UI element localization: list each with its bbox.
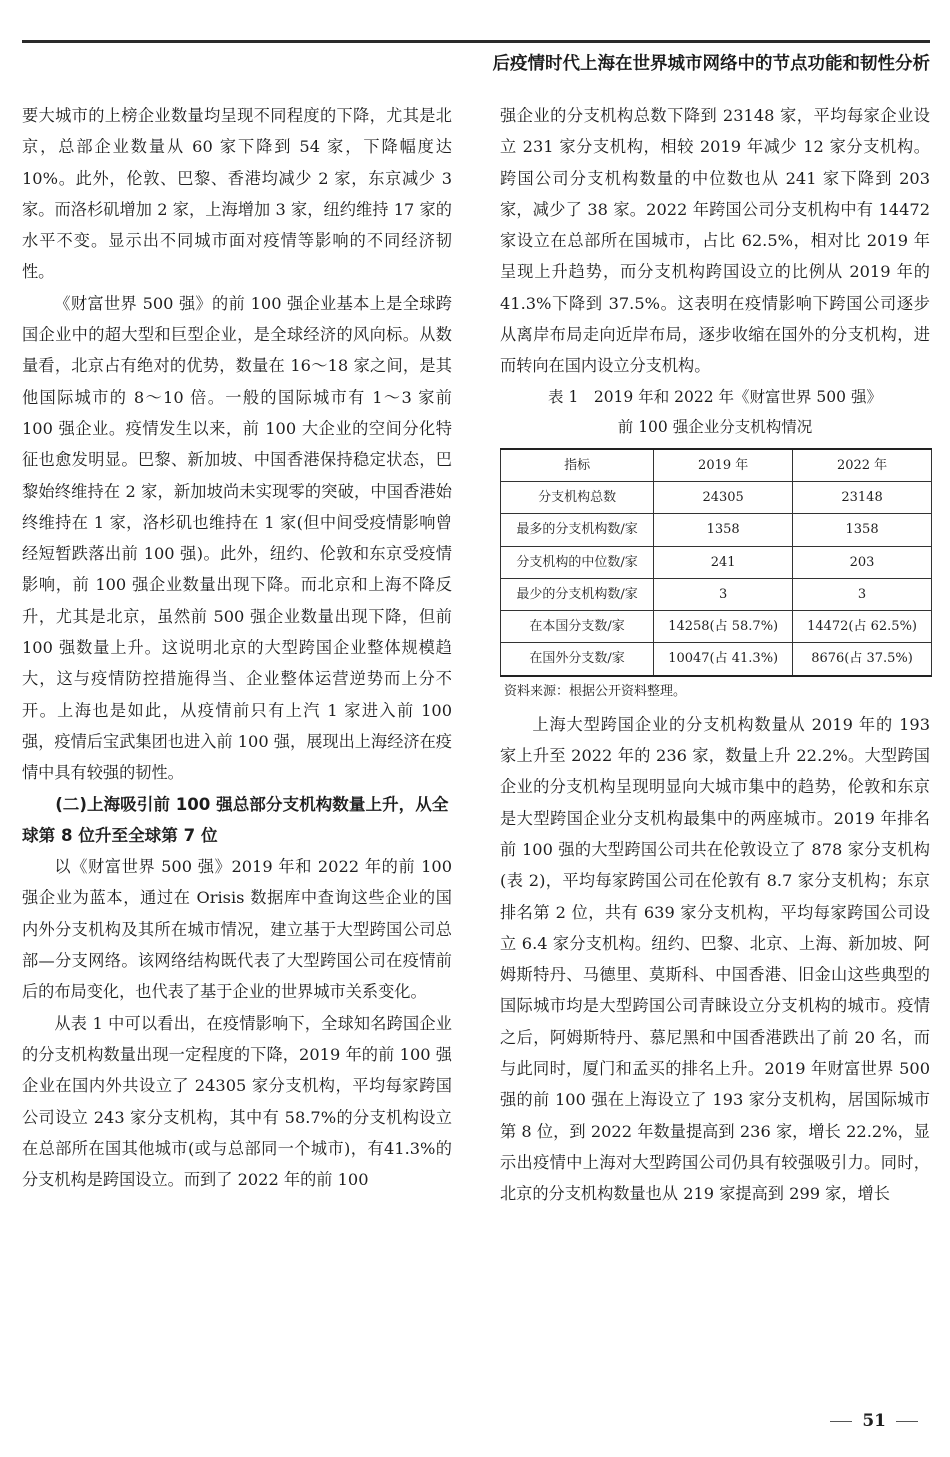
table-cell: 1358 <box>654 514 793 546</box>
table-caption-line: 表 1 2019 年和 2022 年《财富世界 500 强》 <box>548 387 882 406</box>
body-paragraph: 上海大型跨国企业的分支机构数量从 2019 年的 193 家上升至 2022 年的 236 家，数量上升 22.2%。大型跨国企业的分支机构呈现明显向大城市集中的趋势，伦敦和东京是大型跨国企业分支机构最集中的两座城市。2019 年排名前 100 强的大型跨国公司共在伦敦设立了 878 家分支机构(表 2)，平均每家跨国公司在伦敦有 8.7 家分支机构；东京排名第 2 位，共有 639 家分支机构，平均每家跨国公司设立 6.4 家分支机构。纽约、巴黎、北京、上海、新加坡、阿姆斯特丹、马德里、莫斯科、中国香港、旧金山这些典型的国际城市均是大型跨国公司青睐设立分支机构的城市。疫情之后，阿姆斯特丹、慕尼黑和中国香港跌出了前 20 名，而与此同时，厦门和孟买的排名上升。2019 年财富世界 500 强的前 100 强在上海设立了 193 家分支机构，居国际城市第 8 位，到 2022 年数量提高到 236 家，增长 22.2%，显示出疫情中上海对大型跨国公司仍具有较强吸引力。同时，北京的分支机构数量也从 219 家提高到 299 家，增长 <box>500 714 930 1204</box>
footer-dash <box>830 1421 852 1422</box>
body-paragraph: 《财富世界 500 强》的前 100 强企业基本上是全球跨国企业中的超大型和巨型企业，是全球经济的风向标。从数量看，北京占有绝对的优势，数量在 16～18 家之间，是其他国际城市的 8～10 倍。一般的国际城市有 1～3 家前 100 强企业。疫情发生以来，前 100 大企业的空间分化特征也愈发明显。巴黎、新加坡、中国香港保持稳定状态，巴黎始终维持在 2 家，新加坡尚未实现零的突破，中国香港始终维持在 1 家，洛杉矶也维持在 1 家(但中间受疫情影响曾经短暂跌落出前 100 强)。此外，纽约、伦敦和东京受疫情影响，前 100 强企业数量出现下降。而北京和上海不降反升，尤其是北京，虽然前 500 强企业数量出现下降，但前 100 强数量上升。这说明北京的大型跨国企业整体规模趋大，这与疫情防控措施得当、企业整体运营逆势而上分不开。上海也是如此，从疫情前只有上汽 1 家进入前 100 强，疫情后宝武集团也进入前 100 强，展现出上海经济在疫情中具有较强的韧性。 <box>22 293 452 783</box>
table-cell: 最多的分支机构数/家 <box>501 514 654 546</box>
table-cell: 23148 <box>793 481 932 513</box>
table-cell: 14258(占 58.7%) <box>654 611 793 643</box>
page-footer <box>830 1411 918 1431</box>
table-cell: 3 <box>654 578 793 610</box>
table-header-cell: 2019 年 <box>654 449 793 482</box>
table-cell: 8676(占 37.5%) <box>793 643 932 676</box>
table-cell: 3 <box>793 578 932 610</box>
header-rule <box>22 40 930 43</box>
body-paragraph: 要大城市的上榜企业数量均呈现不同程度的下降，尤其是北京，总部企业数量从 60 家下降到 54 家，下降幅度达 10%。此外，伦敦、巴黎、香港均减少 2 家，东京减少 3 家。而洛杉矶增加 2 家，上海增加 3 家，纽约维持 17 家的水平不变。显示出不同城市面对疫情等影响的不同经济韧性。 <box>22 106 452 282</box>
table-cell: 分支机构总数 <box>501 481 654 513</box>
table-caption-line: 前 100 强企业分支机构情况 <box>617 417 813 436</box>
body-paragraph: 以《财富世界 500 强》2019 年和 2022 年的前 100 强企业为蓝本，通过在 Orisis 数据库中查询这些企业的国内外分支机构及其所在城市情况，建立基于大型跨国公司总部—分支网络。该网络结构既代表了大型跨国公司在疫情前后的布局变化，也代表了基于企业的世界城市关系变化。 <box>22 857 452 1002</box>
table-cell: 203 <box>793 546 932 578</box>
table-source-note: 资料来源：根据公开资料整理。 <box>504 683 687 699</box>
table-cell: 10047(占 41.3%) <box>654 643 793 676</box>
table-row <box>501 514 932 546</box>
table-cell: 在本国分支数/家 <box>501 611 654 643</box>
right-column <box>500 100 930 1210</box>
footer-dash <box>896 1421 918 1422</box>
table-row <box>501 643 932 676</box>
section-heading: (二)上海吸引前 100 强总部分支机构数量上升，从全球第 8 位升至全球第 7 位 <box>22 794 449 845</box>
table-cell: 最少的分支机构数/家 <box>501 578 654 610</box>
body-paragraph: 从表 1 中可以看出，在疫情影响下，全球知名跨国企业的分支机构数量出现一定程度的下降，2019 年的前 100 强企业在国内外共设立了 24305 家分支机构，平均每家跨国公司设立 243 家分支机构，其中有 58.7%的分支机构设立在总部所在国其他城市(或与总部同一个城市)，有41.3%的分支机构是跨国设立。而到了 2022 年的前 100 <box>22 1013 452 1190</box>
table-row <box>501 546 932 578</box>
table-cell: 14472(占 62.5%) <box>793 611 932 643</box>
table-row <box>501 578 932 610</box>
table-header-row <box>501 449 932 482</box>
page-number: 51 <box>862 1411 886 1431</box>
table-cell: 分支机构的中位数/家 <box>501 546 654 578</box>
left-column <box>22 100 452 1195</box>
table-row <box>501 481 932 513</box>
body-paragraph: 强企业的分支机构总数下降到 23148 家，平均每家企业设立 231 家分支机构，相较 2019 年减少 12 家分支机构。跨国公司分支机构数量的中位数也从 241 家下降到 203 家，减少了 38 家。2022 年跨国公司分支机构中有 14472 家设立在总部所在国城市，占比 62.5%，相对比 2019 年呈现上升趋势，而分支机构跨国设立的比例从 2019 年的 41.3%下降到 37.5%。这表明在疫情影响下跨国公司逐步从离岸布局走向近岸布局，逐步收缩在国外的分支机构，进而转向在国内设立分支机构。 <box>500 106 930 376</box>
table-header-cell: 2022 年 <box>793 449 932 482</box>
table-caption <box>500 382 930 442</box>
table-cell: 1358 <box>793 514 932 546</box>
table-cell: 241 <box>654 546 793 578</box>
table-header-cell: 指标 <box>501 449 654 482</box>
table-row <box>501 611 932 643</box>
table-cell: 在国外分支数/家 <box>501 643 654 676</box>
branch-stats-table <box>500 448 932 677</box>
table-cell: 24305 <box>654 481 793 513</box>
running-header-title: 后疫情时代上海在世界城市网络中的节点功能和韧性分析 <box>492 54 930 74</box>
